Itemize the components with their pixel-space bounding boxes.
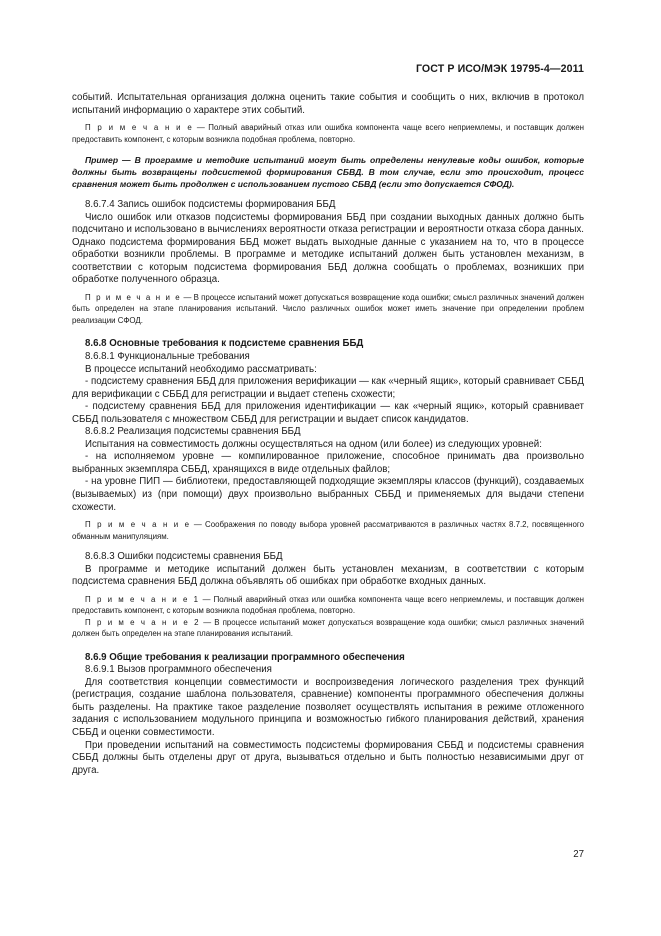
note-label: П р и м е ч а н и е 1 [85,594,200,604]
body-paragraph: Испытания на совместимость должны осуществляться на одном (или более) из следующих уровней: [85,438,542,450]
body-paragraph: При проведении испытаний на совместимость подсистемы формирования СББД и подсистемы сравнения СББД должны быть отделены друг от друга, вызываться отдельно и быть полностью независимыми друг от друга. [72,739,584,776]
note-text: — Полный аварийный отказ или ошибка компонента чаще всего неприемлемы, и поставщик должен предоставить компонент, с которым возникла подобная проблема, повторно. [72,123,584,144]
spacer [72,326,584,338]
page-number: 27 [573,849,584,860]
body-paragraph: Число ошибок или отказов подсистемы формирования ББД при создании выходных данных должно быть подсчитано и использовано в вычислениях вероятности отказа регистрации и вероятности отказа сбора данных. Однако подсистема формирования ББД может выдать выходные данные с указанием на то, что в процессе обработки возникли проблемы. В программе и методике испытаний должен быть установлен механизм, в соответствии с которым подсистема формирования ББД должна сообщать о проблемах, возникших при обработке полученного образца. [72,211,584,286]
page-header: ГОСТ Р ИСО/МЭК 19795-4—2011 [415,63,584,75]
body-paragraph: событий. Испытательная организация должна оценить такие события и сообщить о них, включив в протокол испытаний информацию о характере этих событий. [72,92,584,116]
note-text: — В процессе испытаний может допускаться возвращение кода ошибки; смысл различных значений должен быть определен на этапе планирования испытаний. Число различных ошибок может иметь значение при определении проблем реализации СФОД. [72,292,584,325]
note-paragraph [72,122,584,145]
body-paragraph: 8.6.8.1 Функциональные требования [85,350,250,362]
example-paragraph: Пример — В программе и методике испытаний могут быть определены ненулевые коды ошибок, которые должны быть возвращены подсистемой формирования СБВД. В том случае, если это происходит, процесс сравнения может быть продолжен с использованием пустого СБВД (если это допускается СФОД). [72,155,584,190]
spacer [72,640,584,652]
body-paragraph: - на уровне ПИП — библиотеки, предоставляющей подходящие экземпляры классов (функций), создаваемых (вызываемых) из (при помощи) двух произвольно выбранных СББД и применяемых для выдачи степени схожести. [72,476,584,513]
body-paragraph: 8.6.7.4 Запись ошибок подсистемы формирования ББД [85,199,336,211]
section-heading: 8.6.8 Основные требования к подсистеме сравнения ББД [85,338,364,350]
section-heading: 8.6.9 Общие требования к реализации программного обеспечения [85,651,405,663]
spacer [72,190,584,199]
spacer [72,542,584,551]
note-label: П р и м е ч а н и е [85,520,191,530]
body-paragraph: - подсистему сравнения ББД для приложения идентификации — как «черный ящик», который сравнивает СББД пользователя с множеством СББД для регистрации и выдает список кандидатов. [72,401,584,425]
note-paragraph [72,292,584,327]
note-text: — В процессе испытаний может допускаться возвращение кода ошибки; смысл различных значений должен быть определен на этапе планирования испытаний. [72,617,584,639]
note-label: П р и м е ч а н и е 2 [85,617,201,627]
spacer [72,145,584,154]
body-paragraph: 8.6.9.1 Вызов программного обеспечения [85,664,272,676]
body-paragraph: 8.6.8.2 Реализация подсистемы сравнения ББД [85,426,301,438]
note-label: П р и м е ч а н и е [85,292,182,302]
note-paragraph [72,519,584,542]
body-paragraph: 8.6.8.3 Ошибки подсистемы сравнения ББД [85,551,283,563]
note-label: П р и м е ч а н и е [85,123,194,133]
document-body [72,92,584,777]
body-paragraph: В процессе испытаний необходимо рассматривать: [85,363,317,375]
body-paragraph: - подсистему сравнения ББД для приложения верификации — как «черный ящик», который сравнивает СББД для верификации с СББД для регистрации и выдает степень схожести; [72,376,584,400]
note-paragraph [72,594,584,617]
body-paragraph: В программе и методике испытаний должен быть установлен механизм, в соответствии с которым подсистема сравнения ББД должна объявлять об ошибках при обработке входных данных. [72,563,584,588]
body-paragraph: - на исполняемом уровне — компилированное приложение, способное принимать два произвольно выбранных экземпляра СББД, хранящихся в виде отдельных файлов; [72,451,584,475]
note-paragraph [72,617,584,640]
note-text: — Соображения по поводу выбора уровней рассматриваются в различных частях 8.7.2, посвященного обманным манипуляциям. [72,520,584,541]
document-page [72,0,584,936]
body-paragraph: Для соответствия концепции совместимости и воспроизведения логического разделения трех функций (регистрация, создание шаблона пользователя, сравнение) компоненты программного обеспечения должны быть разделены. На практике такое разделение позволяет осуществлять испытания в режиме отложенного задания с использованием модульного принципа и возможностью гибкого планирования действий, хранения СББД и оценки совместимости. [72,676,584,738]
note-text: — Полный аварийный отказ или ошибка компонента чаще всего неприемлемы, и поставщик должен предоставить компонент, с которым возникла подобная проблема, повторно. [72,594,584,616]
